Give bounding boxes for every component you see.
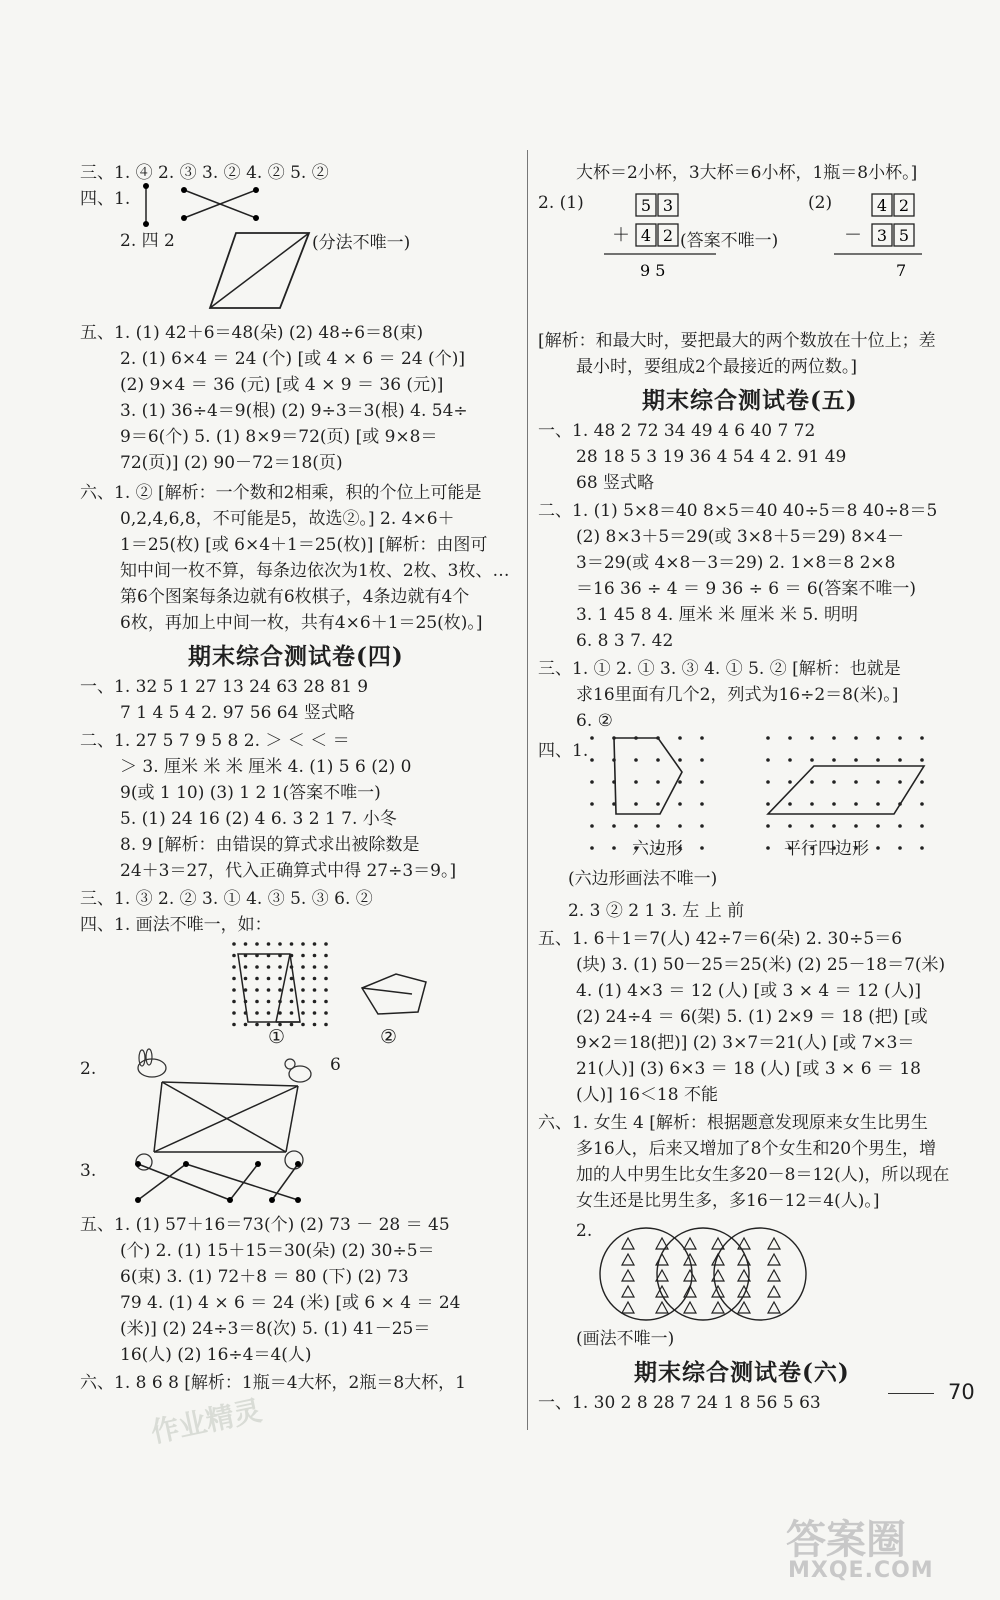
column-divider — [527, 150, 528, 1430]
grid-dot — [267, 977, 271, 981]
grid-dot — [244, 988, 248, 992]
answer-line: 女生还是比男生多，多16－12＝4(人)。] — [576, 1191, 880, 1211]
answer-line: 3. (1) 36÷4＝9(根) (2) 9÷3＝3(根) 4. 54÷ — [120, 401, 468, 421]
answer-line: 6. ② — [576, 711, 613, 731]
sum-result: 9 5 — [640, 261, 666, 280]
grid-dot — [301, 965, 305, 969]
grid-dot — [290, 1000, 294, 1004]
grid-dot — [832, 802, 836, 806]
grid-dot — [854, 824, 858, 828]
grid-dot — [634, 780, 638, 784]
difference-result: 7 — [896, 261, 907, 280]
answer-line: 三、1. ① 2. ① 3. ③ 4. ① 5. ② [解析：也就是 — [538, 659, 901, 679]
digit-box: 3 — [876, 226, 888, 245]
grid-dot — [255, 1023, 259, 1027]
grid-dot — [700, 780, 704, 784]
triangle-icon — [768, 1286, 780, 1297]
grid-dot — [232, 988, 236, 992]
answer-line: 三、1. ③ 2. ② 3. ① 4. ③ 5. ③ 6. ② — [80, 889, 373, 909]
grid-dot — [232, 942, 236, 946]
quadrilateral-figure — [208, 230, 312, 312]
grid-dot — [290, 942, 294, 946]
triangle-icon — [738, 1302, 750, 1313]
grid-dot — [810, 802, 814, 806]
digit-box: 3 — [662, 196, 674, 215]
answer-line: (块) 3. (1) 50－25＝25(米) (2) 25－18＝7(米) — [576, 955, 946, 975]
subtraction-puzzle — [826, 190, 946, 282]
answer-line: 五、1. 6＋1＝7(人) 42÷7＝6(朵) 2. 30÷5＝6 — [538, 929, 903, 949]
grid-dot — [324, 942, 328, 946]
grid-dot — [766, 780, 770, 784]
grid-dot — [766, 802, 770, 806]
grid-dot — [920, 780, 924, 784]
grid-dot — [244, 1023, 248, 1027]
grid-dot — [278, 965, 282, 969]
grid-dot — [634, 802, 638, 806]
answer-line: 四、1. — [538, 741, 589, 761]
grid-dot — [255, 942, 259, 946]
circle-label: ② — [380, 1026, 398, 1048]
grid-dot — [313, 1023, 317, 1027]
grid-dot — [232, 965, 236, 969]
grid-dot — [590, 846, 594, 850]
grid-dot — [634, 824, 638, 828]
grid-dot — [301, 942, 305, 946]
answer-line: 9×2＝18(把)] (2) 3×7＝21(人) [或 7×3＝ — [576, 1033, 915, 1053]
answer-line: 三、1. ④ 2. ③ 3. ② 4. ② 5. ② — [80, 163, 329, 183]
answer-line: 2. (1) 6×4 ＝ 24 (个) [或 4 × 6 ＝ 24 (个)] — [120, 349, 465, 369]
grid-dot — [590, 758, 594, 762]
watermark: 作业精灵 — [148, 1393, 265, 1450]
triangle-icon — [622, 1238, 634, 1249]
grid-dot — [876, 780, 880, 784]
grid-dot — [766, 824, 770, 828]
grid-dot — [766, 758, 770, 762]
grid-dot — [832, 824, 836, 828]
shape-label: 六边形 — [632, 839, 683, 859]
grid-dot — [920, 736, 924, 740]
page-number: 70 — [948, 1380, 975, 1404]
grid-dot — [313, 1011, 317, 1015]
watermark-logo: 答案圈 — [786, 1517, 906, 1563]
minus-sign: － — [844, 225, 862, 246]
grid-dot — [656, 824, 660, 828]
answer-line: 7 1 4 5 4 2. 97 56 64 竖式略 — [120, 703, 355, 723]
line-matching-figure — [128, 180, 268, 230]
answer-line: 五、1. (1) 57＋16＝73(个) (2) 73 － 28 ＝ 45 — [80, 1215, 450, 1235]
answer-line: 4. (1) 4×3 ＝ 12 (人) [或 3 × 4 ＝ 12 (人)] — [576, 981, 921, 1001]
answer-line: 多16人，后来又增加了8个女生和20个男生，增 — [576, 1139, 937, 1159]
grid-dot — [876, 758, 880, 762]
triangle-icon — [768, 1238, 780, 1249]
grid-dot — [832, 780, 836, 784]
answer-line: 最小时，要组成2个最接近的两位数。] — [576, 357, 857, 377]
grid-dot — [920, 758, 924, 762]
triangle-icon — [622, 1254, 634, 1265]
answer-line: [解析：和最大时，要把最大的两个数放在十位上；差 — [538, 331, 936, 351]
answer-line: 16(人) (2) 16÷4＝4(人) — [120, 1345, 312, 1365]
grid-dot — [313, 977, 317, 981]
grid-dot — [810, 758, 814, 762]
answer-line: 8. 9 [解析：由错误的算式求出被除数是 — [120, 835, 420, 855]
answer-line: 知中间一枚不算，每条边依次为1枚、2枚、3枚、… — [120, 561, 510, 581]
grid-dot — [876, 736, 880, 740]
answer-line: (米)] (2) 24÷3＝8(次) 5. (1) 41－25＝ — [120, 1319, 431, 1339]
grid-dot — [324, 1011, 328, 1015]
answer-line: 5. (1) 24 16 (2) 4 6. 3 2 1 7. 小冬 — [120, 809, 397, 829]
triangle-icon — [622, 1286, 634, 1297]
answer-line: 一、1. 30 2 8 28 7 24 1 8 56 5 63 — [538, 1393, 821, 1413]
grid-dot — [656, 802, 660, 806]
grid-dot — [700, 824, 704, 828]
answer-line: 四、1. — [80, 189, 131, 209]
grid-dot — [854, 736, 858, 740]
grid-dot — [766, 736, 770, 740]
answer-line: 一、1. 32 5 1 27 13 24 63 28 81 9 — [80, 677, 369, 697]
answer-line: 72(页)] (2) 90－72＝18(页) — [120, 453, 343, 473]
grid-dot — [267, 942, 271, 946]
figure-number: 6 — [330, 1055, 341, 1075]
grid-dot — [255, 1000, 259, 1004]
triangle-icon — [622, 1302, 634, 1313]
grid-dot — [290, 988, 294, 992]
answer-line: 第6个图案每条边就有6枚棋子，4条边就有4个 — [120, 587, 470, 607]
grid-dot — [590, 736, 594, 740]
grid-dot — [290, 1011, 294, 1015]
answer-line: 六、1. 8 6 8 [解析：1瓶＝4大杯，2瓶＝8大杯，1 — [80, 1373, 466, 1393]
grid-dot — [301, 1023, 305, 1027]
grid-dot — [301, 954, 305, 958]
grid-dot — [898, 846, 902, 850]
grid-dot — [766, 846, 770, 850]
grid-dot — [301, 988, 305, 992]
answer-line: (2) — [808, 193, 833, 213]
answer-line: 6(束) 3. (1) 72＋8 ＝ 80 (下) (2) 73 — [120, 1267, 409, 1287]
answer-line: (人)] 16＜18 不能 — [576, 1085, 718, 1105]
digit-box: 2 — [662, 226, 674, 245]
grid-dot — [301, 1000, 305, 1004]
digit-box: 4 — [876, 196, 888, 215]
grid-dot — [898, 780, 902, 784]
answer-line: (个) 2. (1) 15＋15＝30(朵) (2) 30÷5＝ — [120, 1241, 435, 1261]
grid-dot — [898, 824, 902, 828]
digit-box: 5 — [640, 196, 652, 215]
grid-dot — [920, 824, 924, 828]
triangle-icon — [656, 1302, 668, 1313]
grid-dot — [854, 780, 858, 784]
answer-line: 3. 1 45 8 4. 厘米 米 厘米 米 5. 明明 — [576, 605, 858, 625]
grid-dot — [278, 988, 282, 992]
grid-dot — [678, 802, 682, 806]
answer-line: 3. — [80, 1161, 97, 1181]
grid-dot — [313, 1000, 317, 1004]
grid-dot — [313, 942, 317, 946]
answer-line: 9(或 1 10) (3) 1 2 1(答案不唯一) — [120, 783, 381, 803]
answer-line: 大杯＝2小杯，3大杯＝6小杯，1瓶＝8小杯。] — [576, 163, 918, 183]
grid-dot — [612, 846, 616, 850]
animals-lines-figure — [122, 1048, 352, 1174]
grid-dot — [324, 977, 328, 981]
answer-line: 二、1. 27 5 7 9 5 8 2. ＞ ＜ ＜ ＝ — [80, 731, 350, 751]
section-title-5: 期末综合测试卷(五) — [642, 387, 858, 414]
pentagon-figure — [356, 970, 432, 1022]
grid-dot — [832, 736, 836, 740]
grid-dot — [313, 988, 317, 992]
answer-line: 6枚，再加上中间一枚，共有4×6＋1＝25(枚)。] — [120, 613, 483, 633]
grid-dot — [301, 1011, 305, 1015]
answer-line: 二、1. (1) 5×8＝40 8×5＝40 40÷5＝8 40÷8＝5 — [538, 501, 938, 521]
answer-line: 28 18 5 3 19 36 4 54 4 2. 91 49 — [576, 447, 847, 467]
grid-dot — [788, 736, 792, 740]
grid-dot — [255, 1011, 259, 1015]
grid-dot — [267, 965, 271, 969]
grid-dot — [244, 942, 248, 946]
grid-dot — [290, 1023, 294, 1027]
triangle-icon — [684, 1238, 696, 1249]
grid-dot — [898, 758, 902, 762]
grid-dot — [232, 1023, 236, 1027]
digit-box: 2 — [898, 196, 910, 215]
answer-line: 2. — [576, 1221, 593, 1241]
grid-dot — [232, 1000, 236, 1004]
cross-lines-figure — [132, 1158, 304, 1204]
grid-dot — [920, 846, 924, 850]
grid-dot — [788, 824, 792, 828]
triangle-circles-figure — [598, 1218, 808, 1328]
answer-line: 21(人)] (3) 6×3 ＝ 18 (人) [或 3 × 6 ＝ 18 — [576, 1059, 921, 1079]
page-number-rule — [888, 1393, 934, 1394]
triangle-icon — [768, 1302, 780, 1313]
grid-dot — [876, 802, 880, 806]
grid-dot — [788, 758, 792, 762]
grid-dot — [324, 1023, 328, 1027]
grid-dot — [810, 780, 814, 784]
triangle-icon — [684, 1302, 696, 1313]
grid-dot — [324, 965, 328, 969]
triangle-icon — [768, 1270, 780, 1281]
grid-dot — [324, 988, 328, 992]
answer-line: ＞ 3. 厘米 米 米 厘米 4. (1) 5 6 (2) 0 — [120, 757, 412, 777]
answer-line: 2. 四 2 — [120, 231, 175, 251]
answer-line: 9＝6(个) 5. (1) 8×9＝72(页) [或 9×8＝ — [120, 427, 438, 447]
grid-dot — [278, 942, 282, 946]
grid-dot — [313, 954, 317, 958]
answer-line: 24＋3＝27，代入正确算式中得 27÷3＝9。] — [120, 861, 457, 881]
shape-label: 平行四边形 — [784, 839, 869, 859]
grid-dot — [232, 977, 236, 981]
grid-dot — [255, 988, 259, 992]
answer-line: 四、1. 画法不唯一，如： — [80, 915, 272, 935]
grid-dot — [700, 736, 704, 740]
grid-dot — [656, 758, 660, 762]
answer-line: 2. 3 ② 2 1 3. 左 上 前 — [568, 901, 745, 921]
answer-line: 1＝25(枚) [或 6×4＋1＝25(枚)] [解析：由图可 — [120, 535, 488, 555]
grid-dot — [854, 758, 858, 762]
grid-dot — [810, 736, 814, 740]
grid-dot — [301, 977, 305, 981]
grid-dot — [612, 824, 616, 828]
answer-line: 0,2,4,6,8，不可能是5，故选②。] 2. 4×6＋ — [120, 509, 455, 529]
grid-dot — [678, 758, 682, 762]
answer-line: 3＝29(或 4×8－3＝29) 2. 1×8＝8 2×8 — [576, 553, 896, 573]
answer-line: 六、1. ② [解析：一个数和2相乘，积的个位上可能是 — [80, 483, 482, 503]
answer-line: 2. (1) — [538, 193, 584, 213]
grid-dot — [232, 1011, 236, 1015]
triangle-icon — [768, 1254, 780, 1265]
answer-line: (2) 9×4 ＝ 36 (元) [或 4 × 9 ＝ 36 (元)] — [120, 375, 444, 395]
section-title-6: 期末综合测试卷(六) — [634, 1359, 850, 1386]
answer-line: 79 4. (1) 4 × 6 ＝ 24 (米) [或 6 × 4 ＝ 24 — [120, 1293, 461, 1313]
grid-dot — [232, 954, 236, 958]
figure-note: (六边形画法不唯一) — [568, 869, 718, 889]
grid-dot — [267, 1011, 271, 1015]
grid-dot — [324, 954, 328, 958]
answer-line: 一、1. 48 2 72 34 49 4 6 40 7 72 — [538, 421, 816, 441]
grid-dot — [810, 824, 814, 828]
grid-dot — [255, 965, 259, 969]
grid-dot — [700, 802, 704, 806]
grid-dot — [590, 802, 594, 806]
triangle-icon — [622, 1270, 634, 1281]
grid-dot — [700, 758, 704, 762]
grid-dot — [876, 846, 880, 850]
figure-note: (画法不唯一) — [576, 1329, 675, 1349]
grid-dot — [876, 824, 880, 828]
calc-note: (答案不唯一) — [680, 231, 779, 251]
answer-line: (2) 8×3＋5＝29(或 3×8＋5＝29) 8×4－ — [576, 527, 905, 547]
answer-line: 五、1. (1) 42＋6＝48(朵) (2) 48÷6＝8(束) — [80, 323, 424, 343]
grid-dot — [267, 1000, 271, 1004]
grid-dot — [255, 977, 259, 981]
answer-line: 2. — [80, 1059, 97, 1079]
answer-line: 六、1. 女生 4 [解析：根据题意发现原来女生比男生 — [538, 1113, 928, 1133]
grid-dot — [788, 780, 792, 784]
answer-line: ＝16 36 ÷ 4 ＝ 9 36 ÷ 6 ＝ 6(答案不唯一) — [576, 579, 916, 599]
grid-dot — [920, 802, 924, 806]
grid-dot — [267, 988, 271, 992]
grid-dot — [656, 780, 660, 784]
grid-dot — [678, 736, 682, 740]
triangle-icon — [684, 1270, 696, 1281]
answer-line: (2) 24÷4 ＝ 6(架) 5. (1) 2×9 ＝ 18 (把) [或 — [576, 1007, 928, 1027]
answer-line: 加的人中男生比女生多20－8＝12(人)，所以现在 — [576, 1165, 950, 1185]
grid-dot — [313, 965, 317, 969]
dot-grid-figure — [228, 938, 332, 1030]
grid-dot — [832, 758, 836, 762]
grid-dot — [678, 824, 682, 828]
circle-label: ① — [268, 1026, 286, 1048]
grid-dot — [634, 758, 638, 762]
watermark-url: MXQE.COM — [788, 1558, 934, 1583]
grid-dot — [788, 802, 792, 806]
triangle-icon — [712, 1302, 724, 1313]
grid-dot — [244, 965, 248, 969]
digit-box: 4 — [640, 226, 652, 245]
grid-dot — [898, 736, 902, 740]
grid-dot — [244, 977, 248, 981]
answer-line: 6. 8 3 7. 42 — [576, 631, 674, 651]
grid-dot — [854, 802, 858, 806]
grid-dot — [700, 846, 704, 850]
plus-sign: ＋ — [612, 225, 630, 246]
grid-dot — [590, 824, 594, 828]
answer-line: 68 竖式略 — [576, 473, 655, 493]
answer-line: 求16里面有几个2，列式为16÷2＝8(米)。] — [576, 685, 899, 705]
grid-dot — [678, 780, 682, 784]
grid-dot — [590, 780, 594, 784]
grid-dot — [278, 977, 282, 981]
digit-box: 5 — [898, 226, 910, 245]
figure-note: (分法不唯一) — [312, 233, 411, 253]
grid-dot — [324, 1000, 328, 1004]
section-title-4: 期末综合测试卷(四) — [188, 643, 404, 670]
